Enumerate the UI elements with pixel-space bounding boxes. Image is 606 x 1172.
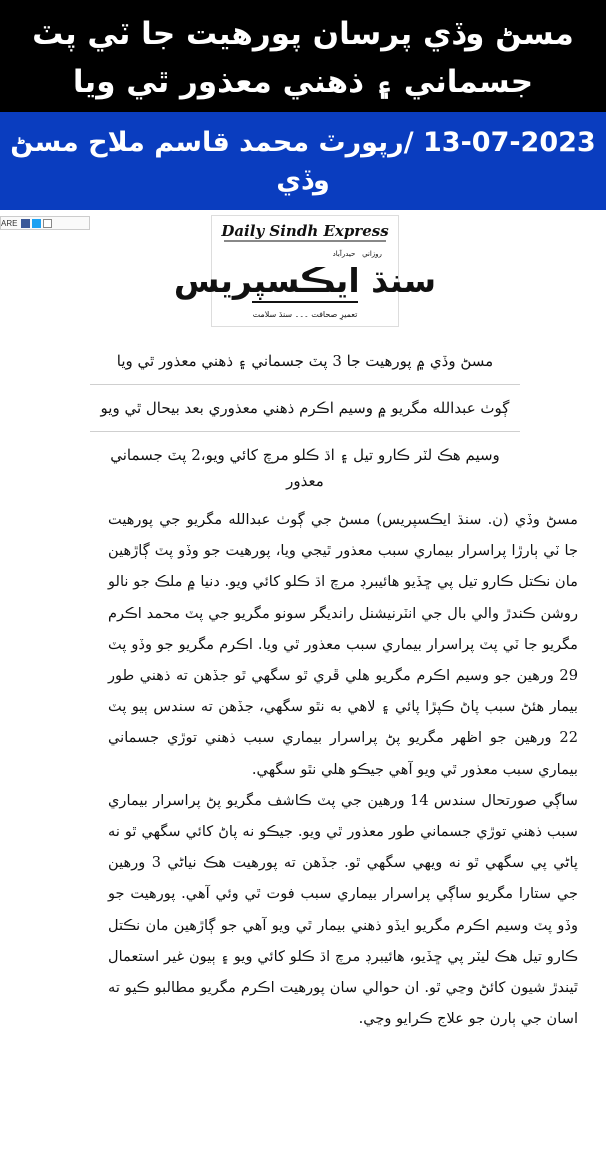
article-body xyxy=(108,504,578,1034)
logo-urdu-name: سنڌ ايڪسپريس xyxy=(173,261,437,300)
logo-graphic xyxy=(173,216,437,326)
byline-band xyxy=(0,112,606,210)
subheading-2: ڳوٺ عبدالله مگريو ۾ وسيم اڪرم ذهني معذوري بعد بيحال ٿي ويو xyxy=(90,385,520,432)
article-paragraph-2: ساڳي صورتحال سندس 14 ورهين جي پٽ ڪاشف مگريو پڻ پراسرار بيماري سبب ذهني توڙي جسماني طور معذور ٿي ويو. جيڪو نه پاڻ کائي سگهي ٿو نه پاڻي پي سگهي ٿو نه ويهي سگهي ٿو. جڏهن ته پورهيت هڪ نياڻي 3 ورهين جي ستارا مگريو ساڳي پراسرار بيماري سبب فوت ٿي وئي آهي. پورهيت جو وڏو پٽ وسيم اڪرم مگريو ايڏو ذهني بيمار ٿي ويو آهي جو ڳاڙهين مان نڪتل ڪارو تيل هڪ ليٽر پي ڇڏيو، هائيبرڊ مرچ اڌ ڪلو کائي ويو ۽ ٻيون غير استعمال ٿيندڙ شيون کائڻ وڃي ٿو. ان حوالي سان پورهيت اڪرم مگريو مطالبو ڪيو ته اسان جي ٻارن جو علاج ڪرايو وڃي. xyxy=(108,791,578,1028)
byline-line-1: 13-07-2023 /رپورٽ محمد قاسم ملاح مسڻ xyxy=(10,127,596,158)
article-paragraph-1: مسڻ وڏي (ن. سنڌ ايڪسپريس) مسڻ جي ڳوٺ عبدالله مگريو جي پورهيت جا ٽي ٻارڙا پراسرار بيماري سبب معذور ٿيجي ويا، پورهيت جو وڏو پٽ ڳاڙهين مان نڪتل ڪارو تيل پي ڇڏيو هائيبرڊ مرچ اڌ ڪلو کائي ويو. دنيا ۾ ملڪ جو نالو روشن ڪندڙ والي بال جي انٽرنيشنل رانديگر سونو مگريو جي پٽ محمد اڪرم مگريو جا ٽي پٽ پراسرار بيماري سبب معذور ٿي ويا. اڪرم مگريو جو وڏو پٽ 29 ورهين جو وسيم اڪرم مگريو هلي ڦري ٿو سگهي ٿو جڏهن ته ذهني طور بيمار هئڻ سبب پاڻ ڪپڙا پائي ۽ لاهي به نٿو سگهي، جڏهن ته سندس ٻيو پٽ 22 ورهين جو اظهر مگريو پڻ پراسرار بيماري سبب ذهني توڙي جسماني بيماري سبب معذور ٿي ويو آهي جيڪو هلي نٿو سگهي. xyxy=(108,511,578,778)
logo-tagline: تعمیرِ صحافت ۔۔۔ سنڌ سلامت xyxy=(252,310,358,319)
logo-daily: روزاني xyxy=(362,250,382,258)
email-icon[interactable] xyxy=(43,219,52,228)
twitter-icon[interactable] xyxy=(32,219,41,228)
share-bar[interactable] xyxy=(0,216,90,230)
byline-line-2: وڏي xyxy=(276,165,330,196)
headline-line-1: مسڻ وڏي پرسان پورهيت جا ٽي پٽ xyxy=(32,16,574,52)
newspaper-logo xyxy=(173,215,437,327)
logo-city: حیدرآباد xyxy=(332,250,356,258)
headline-line-2: جسماني ۽ ذهني معذور ٿي ويا xyxy=(72,64,534,100)
share-label[interactable]: ARE xyxy=(1,218,18,228)
subheading-3: وسيم هڪ لٽر ڪارو تيل ۽ اڌ ڪلو مرچ کائي ويو،2 پٽ جسماني معذور xyxy=(110,446,500,490)
subheadings xyxy=(90,338,520,504)
headline-band xyxy=(0,0,606,112)
logo-english-name: Daily Sindh Express xyxy=(221,222,389,240)
subheading-1: مسڻ وڏي ۾ پورهيت جا 3 پٽ جسماني ۽ ذهني معذور ٿي ويا xyxy=(90,338,520,385)
facebook-icon[interactable] xyxy=(21,219,30,228)
